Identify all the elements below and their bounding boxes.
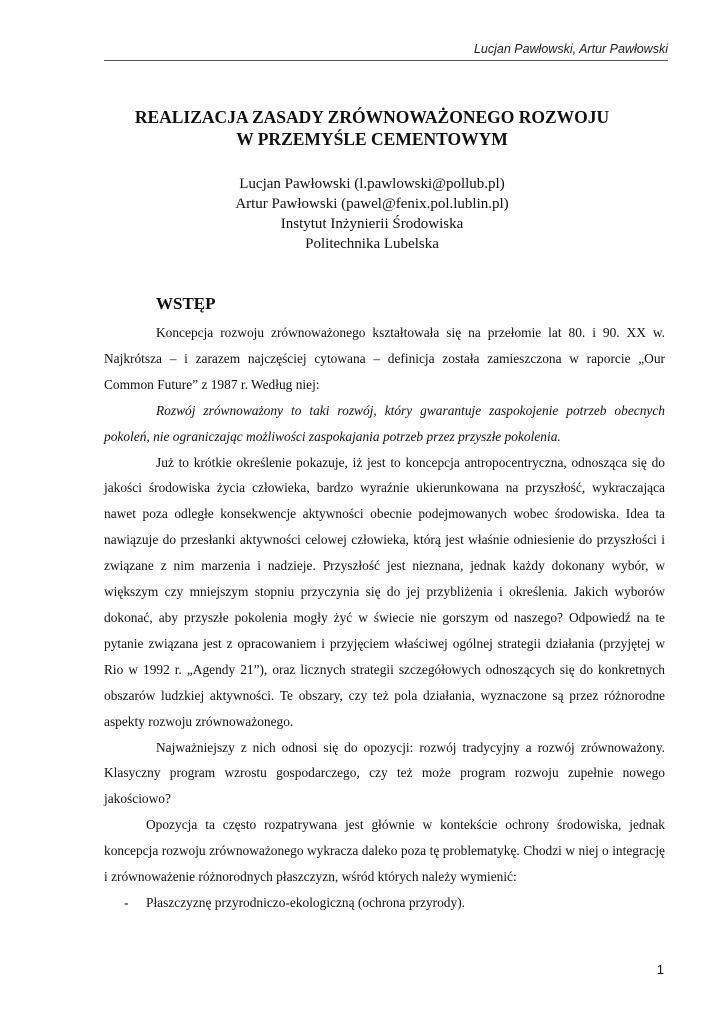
paragraph-opposition: Najważniejszy z nich odnosi się do opozycji: rozwój tradycyjny a rozwój zrównoważony. Klasyczny program wzrostu gospodarczego, czy też może program rozwoju zupełnie nowego jakościowo? [104,739,665,807]
title-line-1: REALIZACJA ZASADY ZRÓWNOWAŻONEGO ROZWOJU [134,107,610,127]
paragraph-intro: Koncepcja rozwoju zrównoważonego kształtowała się na przełomie lat 80. i 90. XX w. Najkrótsza – i zarazem najczęściej cytowana – definicja została zamieszczona w raporcie „Our Common Future” z 1987 r. Według niej: [104,325,665,392]
paragraph-anthropocentric: Już to krótkie określenie pokazuje, iż jest to koncepcja antropocentryczna, odnosząca się do jakości środowiska życia człowieka, bardzo wyraźnie ukierunkowana na przyszłość, wykraczająca nawet poza odległe konsekwencje aktywności obecnie podejmowanych wobec środowiska. Idea ta nawiązuje do przesłanki aktywności celowej człowieka, którą jest właśnie odniesienie do przyszłości i związane z nim marzenia i nadzieje. Przyszłość jest nieznana, jednak każdy dokonany wybór, w większym czy mniejszym stopniu przyczynia się do jej przybliżenia i określenia. Jakich wyborów dokonać, aby przyszłe pokolenia mogły żyć w świecie nie gorszym od naszego? Odpowiedź na te pytanie związana jest z opracowaniem i przyjęciem właściwej ogólnej strategii działania (przyjętej w Rio w 1992 r. „Agendy 21”), oraz licznych strategii szczegółowych odnoszących się do konkretnych obszarów ludzkiej aktywności. Te obszary, czy też pola działania, wyznaczone są przez różnorodne aspekty rozwoju zrównoważonego. [104,454,665,729]
author-2: Artur Pawłowski (pawel@fenix.pol.lublin.pl) [235,196,509,212]
paper-title [60,106,684,150]
planes-list [104,890,665,916]
title-line-2: W PRZEMYŚLE CEMENTOWYM [236,129,508,149]
page-number: 1 [656,962,664,977]
university: Politechnika Lubelska [305,236,439,252]
running-header: Lucjan Pawłowski, Artur Pawłowski [473,42,668,56]
body-text [104,320,665,916]
section-heading: WSTĘP [156,294,216,313]
header-rule [104,60,668,61]
author-block [60,174,684,254]
list-item-text: Płaszczyznę przyrodniczo-ekologiczną (ochrona przyrody). [146,894,465,910]
institute: Instytut Inżynierii Środowiska [280,216,464,232]
definition-quote: Rozwój zrównoważony to taki rozwój, który gwarantuje zaspokojenie potrzeb obecnych pokoleń, nie ograniczając możliwości zaspokajania potrzeb przez przyszłe pokolenia. [104,402,665,444]
author-1: Lucjan Pawłowski (l.pawlowski@pollub.pl) [239,176,505,192]
list-marker: - [124,894,129,910]
paragraph-integration: Opozycja ta często rozpatrywana jest głównie w kontekście ochrony środowiska, jednak koncepcja rozwoju zrównoważonego wykracza daleko poza tę problematykę. Chodzi w niej o integrację i zrównoważenie różnorodnych płaszczyzn, wśród których należy wymienić: [104,817,665,885]
list-item [104,890,665,916]
